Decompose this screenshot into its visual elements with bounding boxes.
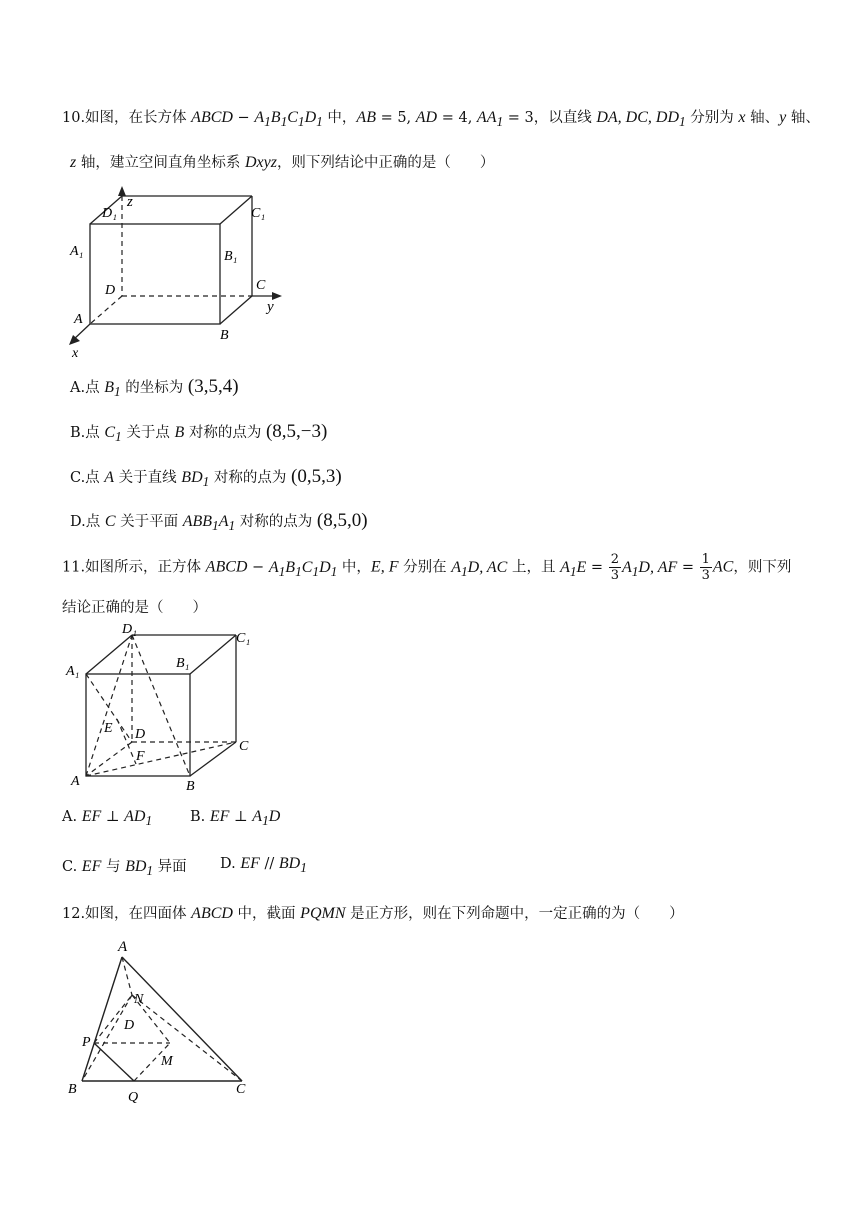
q10-option-d: D.点 C 关于平面 $ABB_1A_1$ 对称的点为 (8,5,0) bbox=[70, 510, 368, 534]
q11-label-d1: D₁ bbox=[122, 622, 137, 637]
q11-label-d: D bbox=[135, 727, 146, 742]
q11-label-a1: A₁ bbox=[66, 664, 80, 679]
q11-label-b1: B₁ bbox=[176, 656, 190, 671]
q11-label-f: F bbox=[136, 749, 145, 764]
q10-label-b1: B₁ bbox=[224, 249, 238, 264]
q10-label-a1: A₁ bbox=[70, 244, 84, 259]
q10-option-a: A.点 $B_1$ 的坐标为 (3,5,4) bbox=[70, 376, 239, 400]
q10-label-a: A bbox=[74, 312, 83, 327]
q11-label-b: B bbox=[186, 779, 195, 792]
q11-stem-line2: 结论正确的是（ ） bbox=[62, 600, 207, 616]
q11-label-a: A bbox=[71, 774, 80, 789]
q10-label-c1: C₁ bbox=[251, 206, 266, 221]
q11-label-c: C bbox=[239, 739, 249, 754]
q12-label-n: N bbox=[134, 992, 144, 1007]
q10-label-c: C bbox=[256, 278, 266, 293]
q10-stem-line2: z 轴，建立空间直角坐标系 Dxyz，则下列结论中正确的是（ ） bbox=[70, 154, 495, 171]
q10-option-b: B.点 $C_1$ 关于点 B 对称的点为 (8,5,−3) bbox=[70, 421, 328, 445]
q10-cuboid-figure bbox=[60, 186, 285, 358]
q11-option-b: B. EF ⊥ $A_1D$ bbox=[190, 808, 281, 829]
q12-label-b: B bbox=[68, 1082, 77, 1097]
q10-label-y: y bbox=[267, 299, 274, 315]
q11-cube-figure bbox=[62, 620, 262, 792]
q12-label-d: D bbox=[124, 1018, 135, 1033]
q11-label-e: E bbox=[104, 721, 113, 736]
q11-label-c1: C₁ bbox=[236, 631, 251, 646]
q10-label-b: B bbox=[220, 328, 229, 343]
q10-stem-line1: 10.如图，在长方体 ABCD − $A_1B_1C_1D_1$ 中，AB = 5, AD = 4, $AA_1 = 3$，以直线 DA, DC, $DD_1$ 分别为 x 轴、y 轴、 bbox=[62, 109, 820, 130]
q11-option-a: A. EF ⊥ $AD_1$ bbox=[62, 808, 153, 829]
q11-stem-line1: 11.如图所示，正方体 ABCD − $A_1B_1C_1D_1$ 中，E, F 分别在 $A_1D$, AC 上，且 $A_1E$ = $\frac{2}{3}$ $A_1D$, AF = $\frac{1}{3}$ AC，则下列 bbox=[62, 552, 792, 583]
q12-stem: 12.如图，在四面体 ABCD 中，截面 PQMN 是正方形，则在下列命题中，一定正确的为（ ） bbox=[62, 905, 684, 922]
q12-label-m: M bbox=[161, 1054, 173, 1069]
q10-label-d1: D₁ bbox=[102, 206, 117, 221]
q10-label-x: x bbox=[72, 346, 79, 358]
q12-label-c: C bbox=[236, 1082, 246, 1097]
q10-label-z: z bbox=[127, 194, 133, 210]
q11-option-d: D. EF // $BD_1$ bbox=[220, 855, 307, 876]
q12-tetrahedron-figure bbox=[62, 935, 257, 1105]
q11-option-c: C. EF 与 $BD_1$ 异面 bbox=[62, 858, 187, 879]
q12-label-q: Q bbox=[128, 1090, 139, 1105]
q12-label-a: A bbox=[118, 939, 128, 955]
q12-label-p: P bbox=[82, 1035, 91, 1050]
q10-option-c: C.点 A 关于直线 $BD_1$ 对称的点为 (0,5,3) bbox=[70, 466, 342, 490]
q10-label-d: D bbox=[105, 283, 116, 298]
